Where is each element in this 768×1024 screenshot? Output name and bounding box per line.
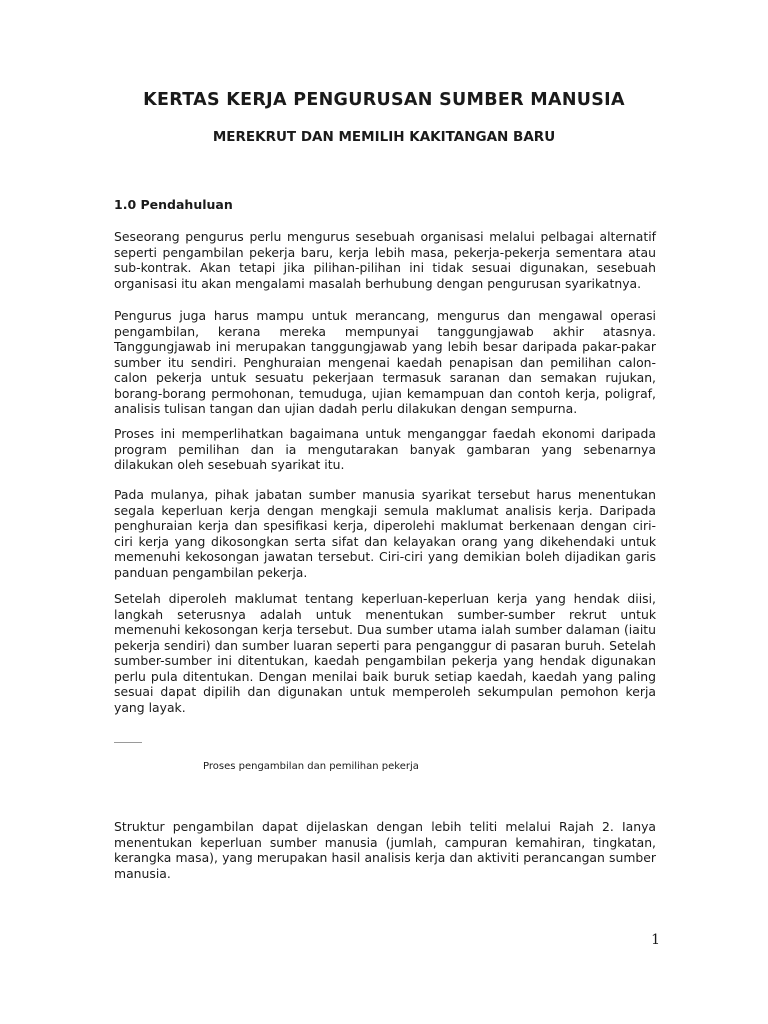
section-heading: 1.0 Pendahuluan	[114, 197, 233, 212]
paragraph-1: Seseorang pengurus perlu mengurus sesebuah organisasi melalui pelbagai alternatif seperti pengambilan pekerja baru, kerja lebih masa, pekerja-pekerja sementara atau sub-kontrak. Akan tetapi jika pilihan-pilihan ini tidak sesuai digunakan, sesebuah organisasi itu akan mengalami masalah berhubung dengan pengurusan syarikatnya.	[114, 229, 656, 291]
paragraph-6: Struktur pengambilan dapat dijelaskan dengan lebih teliti melalui Rajah 2. Ianya menentukan keperluan sumber manusia (jumlah, campuran kemahiran, tingkatan, kerangka masa), yang merupakan hasil analisis kerja dan aktiviti perancangan sumber manusia.	[114, 819, 656, 881]
paragraph-3: Proses ini memperlihatkan bagaimana untuk menganggar faedah ekonomi daripada program pemilihan dan ia mengutarakan banyak gambaran yang sebenarnya dilakukan oleh sesebuah syarikat itu.	[114, 426, 656, 472]
footnote-separator	[114, 742, 142, 743]
paragraph-2: Pengurus juga harus mampu untuk merancang, mengurus dan mengawal operasi pengambilan, kerana mereka mempunyai tanggungjawab akhir atasnya. Tanggungjawab ini merupakan tanggungjawab yang lebih besar daripada pakar-pakar sumber itu sendiri. Penghuraian mengenai kaedah penapisan dan pemilihan calon-calon pekerja untuk sesuatu pekerjaan termasuk saranan dan semakan rujukan, borang-borang permohonan, temuduga, ujian kemampuan dan contoh kerja, poligraf, analisis tulisan tangan dan ujian dadah perlu dilakukan dengan sempurna.	[114, 308, 656, 416]
footnote-text: Proses pengambilan dan pemilihan pekerja	[203, 761, 419, 772]
paragraph-4: Pada mulanya, pihak jabatan sumber manusia syarikat tersebut harus menentukan segala keperluan kerja dengan mengkaji semula maklumat analisis kerja. Daripada penghuraian kerja dan spesifikasi kerja, diperolehi maklumat berkenaan dengan ciri-ciri kerja yang dikosongkan serta sifat dan kelayakan orang yang dikehendaki untuk memenuhi kekosongan jawatan tersebut. Ciri-ciri yang demikian boleh dijadikan garis panduan pengambilan pekerja.	[114, 487, 656, 580]
page-number: 1	[651, 932, 660, 948]
document-title: KERTAS KERJA PENGURUSAN SUMBER MANUSIA	[143, 90, 625, 110]
paragraph-5: Setelah diperoleh maklumat tentang keperluan-keperluan kerja yang hendak diisi, langkah seterusnya adalah untuk menentukan sumber-sumber rekrut untuk memenuhi kekosongan kerja tersebut. Dua sumber utama ialah sumber dalaman (iaitu pekerja sendiri) dan sumber luaran seperti para penganggur di pasaran buruh. Setelah sumber-sumber ini ditentukan, kaedah pengambilan pekerja yang hendak digunakan perlu pula ditentukan. Dengan menilai baik buruk setiap kaedah, kaedah yang paling sesuai dapat dipilih dan digunakan untuk memperoleh sekumpulan pemohon kerja yang layak.	[114, 591, 656, 715]
document-subtitle: MEREKRUT DAN MEMILIH KAKITANGAN BARU	[212, 129, 556, 145]
